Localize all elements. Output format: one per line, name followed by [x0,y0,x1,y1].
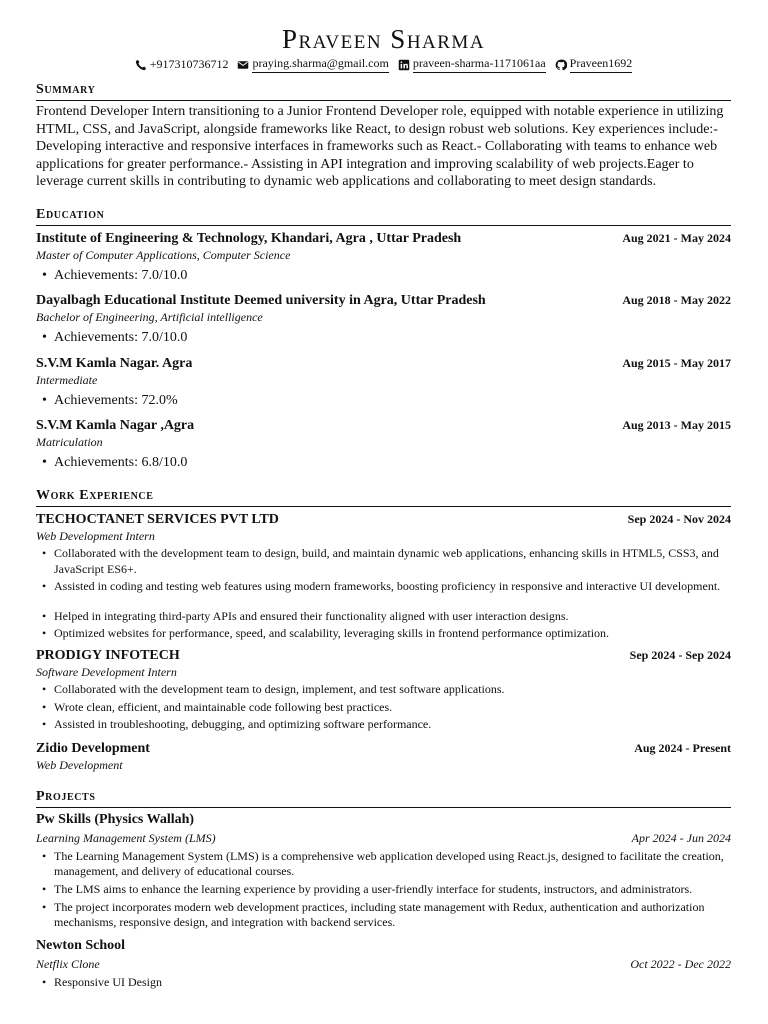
projects-heading: Projects [36,789,731,808]
summary-text: Frontend Developer Intern transitioning to a Junior Frontend Developer role, equipped with notable experience in utilizing HTML, CSS, and JavaScript, alongside frameworks like React, to design robust web solutions. Key experiences include:- Developing interactive and responsive interfaces in frameworks such as React.- Collaborating with teams to enhance web applications for greater performance.- Assisting in API integration and improving scalability of web projects.Eager to leverage current skills in contributing to dynamic web applications and collaborating to meet design standards. [36,104,724,190]
work-entry [36,510,731,642]
email-link[interactable]: praying.sharma@gmail.com [252,56,388,73]
project-name: Learning Management System (LMS) [36,830,216,845]
project-org: Newton School [36,937,126,953]
project-bullet: • The project incorporates modern web development practices, including state management with Redux, authentication and authorization mechanisms, responsive design, and integration with backend services. [36,900,731,931]
education-dates: Aug 2015 - May 2017 [622,355,731,370]
work-bullet: • Assisted in coding and testing web features using modern frameworks, boosting proficiency in responsive and interactive UI development. [36,579,731,595]
work-dates: Sep 2024 - Nov 2024 [627,511,731,526]
work-bullet: • Assisted in troubleshooting, debugging, and optimizing software performance. [36,717,731,733]
project-bullet: • The LMS aims to enhance the learning experience by providing a user-friendly interface for students, instructors, and administrators. [36,882,731,898]
education-heading: Education [36,207,731,226]
company-name: TECHOCTANET SERVICES PVT LTD [36,511,279,527]
project-org: Pw Skills (Physics Wallah) [36,811,195,827]
degree-name: Matriculation [36,434,103,449]
candidate-name: Praveen Sharma [281,24,486,54]
achievement-item: • Achievements: 72.0% [36,392,731,410]
education-entry [36,229,731,285]
achievement-item: • Achievements: 7.0/10.0 [36,329,731,347]
job-role: Web Development Intern [36,528,155,543]
project-bullet: • The Learning Management System (LMS) is a comprehensive web application developed using React.js, designed to facilitate the creation, management, and delivery of educational courses. [36,849,731,880]
job-role: Software Development Intern [36,664,177,679]
project-bullet: • Responsive UI Design [36,975,731,991]
contact-phone [135,56,229,73]
project-name: Netflix Clone [36,956,100,971]
education-entry [36,354,731,410]
resume-page [36,0,731,990]
education-entry [36,291,731,347]
degree-name: Master of Computer Applications, Computer Science [36,247,291,262]
contact-github[interactable] [555,56,633,73]
education-dates: Aug 2013 - May 2015 [622,417,731,432]
work-bullet: • Collaborated with the development team to design, build, and maintain dynamic web applications, enhancing skills in HTML5, CSS3, and JavaScript ES6+. [36,546,731,577]
github-link[interactable]: Praveen1692 [570,56,633,73]
work-entry [36,739,731,773]
contact-linkedin[interactable] [398,56,546,73]
degree-name: Intermediate [36,372,98,387]
achievement-item: • Achievements: 6.8/10.0 [36,454,731,472]
linkedin-icon [398,59,410,71]
institution-name: S.V.M Kamla Nagar ,Agra [36,417,195,433]
work-heading: Work Experience [36,488,731,507]
github-icon [555,59,567,71]
education-dates: Aug 2018 - May 2022 [622,292,731,307]
summary-heading: Summary [36,82,731,101]
education-entry [36,416,731,472]
linkedin-link[interactable]: praveen-sharma-1171061aa [413,56,546,73]
institution-name: S.V.M Kamla Nagar. Agra [36,355,193,371]
project-entry [36,937,731,991]
work-bullet: • Helped in integrating third-party APIs and ensured their functionality aligned with user interaction designs. [36,609,731,625]
contact-bar [36,56,731,73]
project-entry [36,811,731,931]
institution-name: Dayalbagh Educational Institute Deemed university in Agra, Uttar Pradesh [36,292,486,308]
institution-name: Institute of Engineering & Technology, Khandari, Agra , Uttar Pradesh [36,230,462,246]
work-bullet: • Wrote clean, efficient, and maintainable code following best practices. [36,700,731,716]
work-dates: Aug 2024 - Present [634,740,731,755]
email-icon [237,59,249,71]
education-dates: Aug 2021 - May 2024 [622,230,731,245]
work-bullet: • Optimized websites for performance, speed, and scalability, leveraging skills in frontend performance optimization. [36,626,731,642]
company-name: PRODIGY INFOTECH [36,647,180,663]
work-dates: Sep 2024 - Sep 2024 [629,647,731,662]
project-dates: Apr 2024 - Jun 2024 [631,830,731,845]
phone-text: +917310736712 [149,57,229,71]
project-dates: Oct 2022 - Dec 2022 [630,956,731,971]
achievement-item: • Achievements: 7.0/10.0 [36,267,731,285]
job-role: Web Development [36,757,123,772]
degree-name: Bachelor of Engineering, Artificial intelligence [36,309,263,324]
work-entry [36,646,731,733]
work-bullet: • Collaborated with the development team to design, implement, and test software applications. [36,682,731,698]
company-name: Zidio Development [36,740,150,756]
phone-icon [135,59,147,71]
contact-email[interactable] [237,56,388,73]
